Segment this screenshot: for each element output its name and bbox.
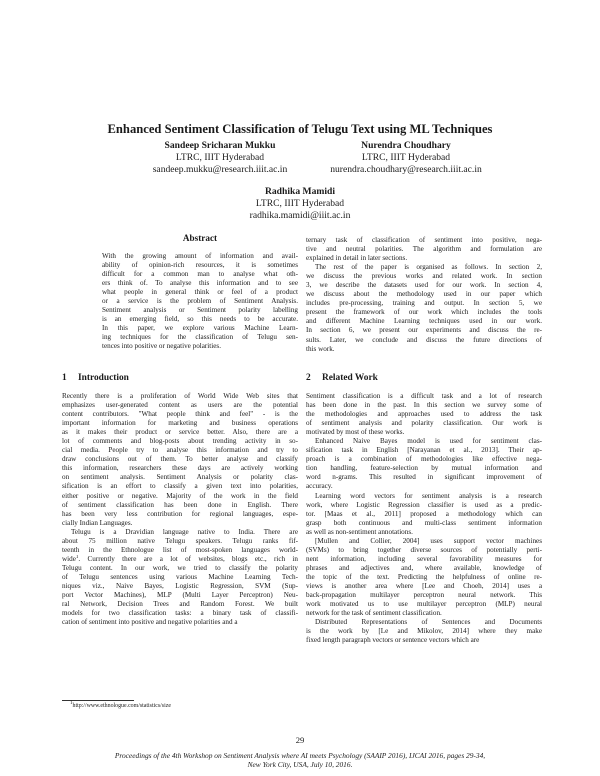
text-line: we discuss the previous works and related work. In section xyxy=(306,272,542,281)
text-line: of Telugu sentences using various Machine Learning Tech- xyxy=(62,572,298,581)
text-line: lot of comments and blog-posts about trending activity in so- xyxy=(62,437,298,446)
text-line: models for two classification tasks: a binary task of classifi- xyxy=(62,609,298,618)
text-line: tion handling, feature-selection by mutual information and xyxy=(306,464,542,473)
paragraph xyxy=(306,618,542,645)
paper-title: Enhanced Sentiment Classification of Telugu Text using ML Techniques xyxy=(107,122,493,136)
text-line: includes pre-processing, training and output. In section 5, we xyxy=(306,299,542,308)
abstract-body xyxy=(102,252,298,352)
text-line: emphasizes user-generated content as users are the potential xyxy=(62,401,298,410)
introduction-continuation xyxy=(306,236,542,354)
text-line: views is another area where [Lee and Choeh, 2014] uses a xyxy=(306,581,542,590)
author-email: radhika.mamidi@iiit.ac.in xyxy=(249,210,351,222)
text-line: cial media. People try to analyse this information and try to xyxy=(62,446,298,455)
text-line: Enhanced Naive Bayes model is used for sentiment clas- xyxy=(315,437,542,446)
text-line: niques viz., Naive Bayes, Logistic Regression, SVM (Sup- xyxy=(62,581,298,590)
text-line: important information for marketing and business operations xyxy=(62,419,298,428)
footer-line-2: New York City, USA, July 10, 2016. xyxy=(247,760,353,769)
paragraph xyxy=(62,392,298,528)
text-line: The rest of the paper is organised as follows. In section 2, xyxy=(315,263,542,272)
text-line: sification task in English [Narayanan et al., 2013]. Their ap- xyxy=(306,446,542,455)
text-line: In section 6, we present our experiments and discuss the re- xyxy=(306,326,542,335)
text-line: Telugu content. In our work, we tried to classify the polarity xyxy=(62,563,298,572)
proceedings-footer xyxy=(0,751,600,769)
text-line: phrases and adjectives and, where available, knowledge of xyxy=(306,563,542,572)
author-block-1 xyxy=(130,140,310,177)
text-line: tive and neutral polarities. The algorithm and formulation are xyxy=(306,245,542,254)
author-affiliation: LTRC, IIIT Hyderabad xyxy=(175,152,265,164)
text-line: and different Machine Learning techniques used in our work. xyxy=(306,317,542,326)
text-line: ers think of. To analyse this information and to see xyxy=(102,279,298,288)
text-line: draw conclusions out of them. To better analyse and classify xyxy=(62,455,298,464)
text-line: of sentiment analysis and polarity classification. Our work is xyxy=(306,419,542,428)
section-heading-introduction: 1 Introduction xyxy=(62,373,129,383)
author-affiliation: LTRC, IIIT Hyderabad xyxy=(361,152,451,164)
text-line: this information, researchers these days are actively working xyxy=(62,464,298,473)
text-line: accuracy. xyxy=(306,482,333,491)
text-line: Sentiment classification is a difficult task and a lot of research xyxy=(306,392,542,400)
author-block-2 xyxy=(306,140,506,177)
section-heading-related-work: 2 Related Work xyxy=(306,373,378,383)
text-line: motivated by most of these works. xyxy=(306,428,405,437)
text-line: proach is a combination of methodologies like effective nega- xyxy=(306,455,542,464)
text-line: tor. [Maas et al., 2011] proposed a methodology which can xyxy=(306,509,542,518)
text-line: we discuss about the methodology used in our paper which xyxy=(306,290,542,299)
text-line: word n-grams. This resulted in significant improvement of xyxy=(306,473,542,482)
text-line: this work. xyxy=(306,344,335,353)
text-line: wide$^1$. Currently there are a lot of websites, blogs etc., rich in xyxy=(62,554,298,563)
abstract-heading: Abstract xyxy=(182,233,218,243)
text-line: tences into positive or negative polarities. xyxy=(102,342,221,351)
text-line: present the framework of our work which includes the tools xyxy=(306,308,542,317)
text-line: 3, we describe the datasets used for our work. In section 4, xyxy=(306,281,542,290)
author-email: nurendra.choudhary@research.iiit.ac.in xyxy=(330,164,482,176)
text-line: on sentiment analysis. Sentiment Analysis or polarity clas- xyxy=(62,473,298,482)
text-line: back-propagation multilayer perceptron neural network. This xyxy=(306,591,542,600)
text-line: or a service is the problem of Sentiment Analysis. xyxy=(102,297,298,306)
paragraph xyxy=(306,392,542,437)
text-line: With the growing amount of information and avail- xyxy=(102,252,298,260)
related-work-body xyxy=(306,392,542,645)
text-line: is an emerging field, so this needs to be accurate. xyxy=(102,315,298,324)
text-line: sults. Later, we conclude and discuss the future directions of xyxy=(306,335,542,344)
page-number: 29 xyxy=(295,735,305,745)
author-email: sandeep.mukku@research.iiit.ac.in xyxy=(152,164,288,176)
text-line: difficult for a common man to analyse what oth- xyxy=(102,270,298,279)
text-line: Learning word vectors for sentiment analysis is a research xyxy=(315,491,542,500)
author-name: Sandeep Sricharan Mukku xyxy=(164,140,276,151)
text-line: ternary task of classification of sentiment into positive, nega- xyxy=(306,236,542,244)
text-line: as well as non-sentiment annotations. xyxy=(306,527,413,536)
text-line: port Vector Machines), MLP (Multi Layer Perceptron) Neu- xyxy=(62,591,298,600)
text-line: Sentiment analysis or Sentiment polarity labelling xyxy=(102,306,298,315)
text-line: cially Indian Languages. xyxy=(62,518,133,527)
text-line: fixed length paragraph vectors or sentence vectors which are xyxy=(306,636,480,645)
text-line: has been very less contribution for regional languages, espe- xyxy=(62,509,298,518)
text-line: either positive or negative. Majority of the work in the field xyxy=(62,491,298,500)
introduction-body xyxy=(62,392,298,627)
text-line: Recently there is a proliferation of World Wide Web sites that xyxy=(62,392,298,400)
text-line: network for the task of sentiment classification. xyxy=(306,609,442,618)
author-affiliation: LTRC, IIIT Hyderabad xyxy=(255,198,345,210)
text-line: what people in general think or feel of a product xyxy=(102,288,298,297)
text-line: about 75 million native Telugu speakers. Telugu ranks fif- xyxy=(62,536,298,545)
paragraph xyxy=(306,263,542,353)
footer-line-1: Proceedings of the 4th Workshop on Sentiment Analysis where AI meets Psychology (SAAIP 2016), IJCAI 2016, pages 29-34, xyxy=(114,751,486,760)
text-line: In this paper, we explore various Machine Learn- xyxy=(102,324,298,333)
text-line: nent information, including several favorability measures for xyxy=(306,554,542,563)
text-line: explained in detail in later sections. xyxy=(306,254,408,263)
text-line: (SVMs) to bring together diverse sources of potentially perti- xyxy=(306,545,542,554)
footnote: $^1$http://www.ethnologue.com/statistics/size xyxy=(70,701,171,709)
author-name: Radhika Mamidi xyxy=(264,186,336,197)
text-line: ability of opinion-rich resources, it is sometimes xyxy=(102,261,298,270)
paragraph xyxy=(306,492,542,537)
text-line: sification is an effort to classify a given text into polarities, xyxy=(62,482,298,491)
text-line: ral Network, Decision Trees and Random Forest. We built xyxy=(62,600,298,609)
text-line: cation of sentiment into positive and negative polarities and a xyxy=(62,618,238,627)
text-line: the topic of the text. Predicting the helpfulness of online re- xyxy=(306,572,542,581)
text-line: as it makes their product or service better. Also, there are a xyxy=(62,428,298,437)
text-line: grasp both continuous and multi-class sentiment information xyxy=(306,518,542,527)
paragraph xyxy=(306,537,542,618)
paragraph xyxy=(306,236,542,263)
text-line: [Mullen and Collier, 2004] uses support vector machines xyxy=(315,536,542,545)
text-line: teenth in the Ethnologue list of most-spoken languages world- xyxy=(62,545,298,554)
text-line: Distributed Representations of Sentences and Documents xyxy=(315,618,542,627)
text-line: Telugu is a Dravidian language native to India. There are xyxy=(71,527,298,536)
text-line: ing techniques for the classification of Telugu sen- xyxy=(102,333,298,342)
text-line: work motivated us to use multilayer perceptron (MLP) neural xyxy=(306,600,542,609)
text-line: of sentiment classification has been done in English. There xyxy=(62,500,298,509)
text-line: has been done in the past. In this section we survey some of xyxy=(306,401,542,410)
author-name: Nurendra Choudhary xyxy=(361,140,451,151)
paragraph xyxy=(62,528,298,628)
text-line: the methodologies and approaches used to address the task xyxy=(306,410,542,419)
paragraph xyxy=(306,437,542,491)
author-block-3 xyxy=(200,186,400,223)
text-line: is the work by [Le and Mikolov, 2014] where they make xyxy=(306,627,542,636)
text-line: content contributors. "What people think and feel" - is the xyxy=(62,410,298,419)
text-line: work, where Logistic Regression classifier is used as a predic- xyxy=(306,500,542,509)
